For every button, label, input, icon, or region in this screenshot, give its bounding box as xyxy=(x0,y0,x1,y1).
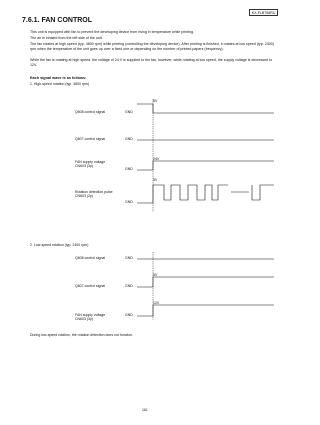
ls-fan-supply-waveform xyxy=(137,305,274,316)
hs-q608-level: 5V xyxy=(153,99,158,103)
high-speed-caption: 1. High-speed rotation (typ. 4800 rpm) xyxy=(30,82,90,86)
footer-note: During low-speed rotation, the rotation detection does not function. xyxy=(30,333,134,337)
ls-q607-waveform xyxy=(137,277,274,287)
ls-q607-label: Q607 control signal xyxy=(75,284,106,288)
hs-rotation-pulse-waveform xyxy=(137,185,228,203)
hs-q608-label: Q608 control signal xyxy=(75,110,106,114)
hs-q607-ref: GND xyxy=(125,137,133,141)
ls-q608-label: Q608 control signal xyxy=(75,256,106,260)
ls-q607-level: 5V xyxy=(153,273,158,277)
signal-heading: Each signal wave is as follows: xyxy=(30,76,87,80)
paragraph-voltage-description: While the fan is rotating at high speed, the voltage of 24 V is supplied to the fan, however, while rotating at low speed, the supply voltage is decreased to 12V. xyxy=(30,58,273,67)
hs-fan-supply-waveform xyxy=(137,161,274,170)
paragraph-speed-description: The fan rotates at high speed (typ. 4800 rpm) while printing (controlling the developing device). After printing is finished, it rotates at low speed (typ. 2400) rpm when the temperature of the unit goes up over a fixed one or depending on the number of printed papers (frequency). xyxy=(30,42,274,51)
paragraph-fan-purpose: This unit is equipped with fan to prevent the developing device from rising in temperature while printing. xyxy=(30,30,195,34)
hs-rotation-pulse-label: Rotation detection pulse CN603 (2p) xyxy=(75,190,113,198)
ls-fan-supply-level: 12V xyxy=(153,301,160,305)
paragraph-air-inlet: The air is inhaled from the left side of the unit. xyxy=(30,36,103,40)
model-code-box: KX-FLB758RU xyxy=(249,9,278,16)
ls-fan-supply-label: FAN supply voltage CN603 (3p) xyxy=(75,313,106,321)
hs-q608-ref: GND xyxy=(125,110,133,114)
ls-q608-ref: GND xyxy=(125,256,133,260)
hs-q607-label: Q607 control signal xyxy=(75,137,106,141)
hs-q608-waveform xyxy=(137,104,274,113)
hs-fan-supply-level: 24V xyxy=(153,157,160,161)
section-title: 7.6.1. FAN CONTROL xyxy=(22,17,93,24)
hs-fan-supply-ref: GND xyxy=(125,167,133,171)
hs-rotation-pulse-level: 5V xyxy=(153,178,158,182)
hs-rotation-pulse-ref: GND xyxy=(125,200,133,204)
ls-fan-supply-ref: GND xyxy=(125,313,133,317)
ls-q607-ref: GND xyxy=(125,284,133,288)
hs-fan-supply-label: FAN supply voltage CN603 (3p) xyxy=(75,160,106,168)
page-number: 161 xyxy=(142,408,148,412)
hs-pulse-tail-waveform xyxy=(252,185,274,200)
low-speed-caption: 2. Low-speed rotation (typ. 2400 rpm) xyxy=(30,243,89,247)
